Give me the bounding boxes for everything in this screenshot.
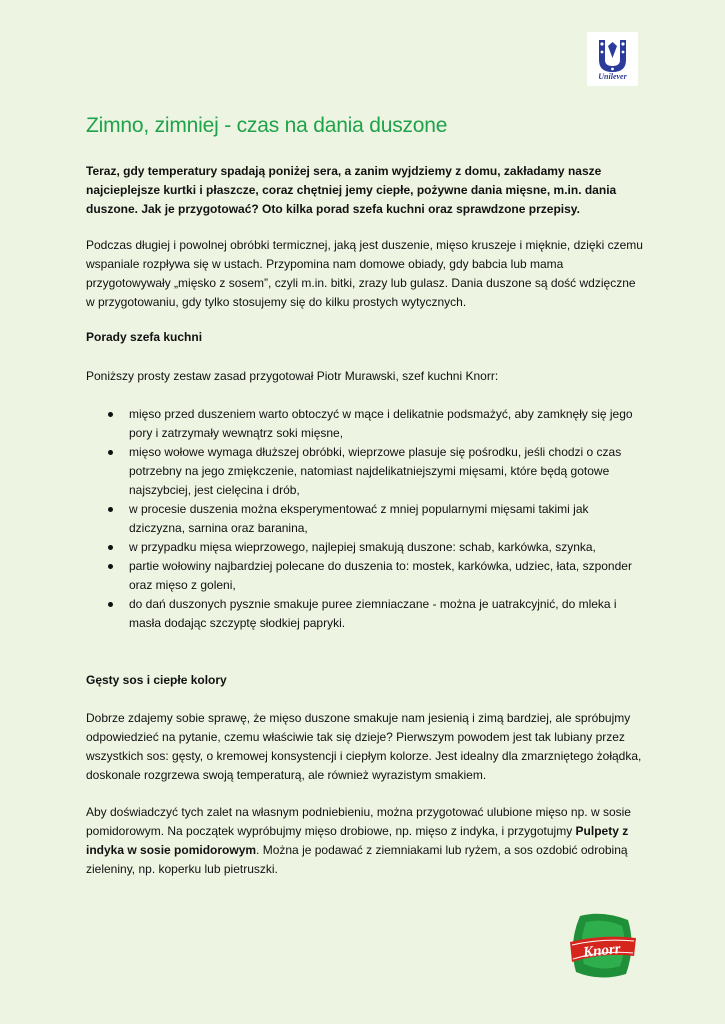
page-title: Zimno, zimniej - czas na dania duszone [86, 114, 448, 137]
list-item-text: w procesie duszenia można eksperymentować z mniej popularnymi mięsami takimi jak dziczyzna, sarnina oraz baranina, [129, 502, 589, 535]
tips-list [86, 405, 646, 633]
bullet-icon [108, 545, 113, 550]
list-item-text: do dań duszonych pysznie smakuje puree ziemniaczane - można je uatrakcyjnić, do mleka i masła dodając szczyptę słodkiej papryki. [129, 597, 617, 630]
knorr-wordmark: Knorr [582, 941, 622, 961]
paragraph-text: Aby doświadczyć tych zalet na własnym podniebieniu, można przygotować ulubione mięso np. w sosie pomidorowym. Na początek wypróbujmy mięso drobiowe, np. mięso z indyka, i przygotujmy [86, 805, 631, 838]
list-item-text: partie wołowiny najbardziej polecane do duszenia to: mostek, karkówka, udziec, łata, szponder oraz mięso z goleni, [129, 559, 632, 592]
bullet-icon [108, 564, 113, 569]
bullet-icon [108, 602, 113, 607]
list-item-text: mięso przed duszeniem warto obtoczyć w mące i delikatnie podsmażyć, aby zamknęły się jego pory i zatrzymały wewnątrz soki mięsne, [129, 407, 633, 440]
list-item [86, 557, 646, 595]
list-item-text: w przypadku mięsa wieprzowego, najlepiej smakują duszone: schab, karkówka, szynka, [129, 540, 596, 554]
bullet-icon [108, 412, 113, 417]
bullet-icon [108, 507, 113, 512]
list-item [86, 443, 646, 500]
recipe-name: Pulpety z indyka w sosie pomidorowym [86, 824, 629, 857]
knorr-logo-icon [566, 912, 638, 982]
list-item [86, 500, 646, 538]
bullet-icon [108, 450, 113, 455]
unilever-wordmark: Unilever [598, 72, 627, 81]
list-item [86, 405, 646, 443]
list-item [86, 538, 646, 557]
list-item-text: mięso wołowe wymaga dłuższej obróbki, wieprzowe plasuje się pośrodku, jeśli chodzi o czas potrzebny na jego zmiękczenie, natomiast najdelikatniejszymi mięsami, które będą gotowe najszybciej, jest cielęcina i drób, [129, 445, 622, 497]
unilever-logo [587, 32, 638, 86]
gesty-paragraph-2 [86, 803, 646, 879]
gesty-paragraph-1: Dobrze zdajemy sobie sprawę, że mięso duszone smakuje nam jesienią i zimą bardziej, ale spróbujmy odpowiedzieć na pytanie, czemu właściwie tak się dzieje? Pierwszym powodem jest tak lubiany przez wszystkich sos: gęsty, o kremowej konsystencji i ciepłym kolorze. Jest idealny dla zmarzniętego żołądka, doskonale rozgrzewa swoją temperaturą, ale również wyrazistym smakiem. [86, 711, 642, 782]
intro-paragraph: Podczas długiej i powolnej obróbki termicznej, jaką jest duszenie, mięso kruszeje i mięknie, dzięki czemu wspaniale rozpływa się w ustach. Przypomina nam domowe obiady, gdy babcia lub mama przygotowywały „mięsko z sosem”, czyli m.in. bitki, zrazy lub gulasz. Dania duszone są dość wdzięczne w przygotowaniu, gdy tylko stosujemy się do kilku prostych wytycznych. [86, 238, 643, 309]
lead-paragraph: Teraz, gdy temperatury spadają poniżej sera, a zanim wyjdziemy z domu, zakładamy nasze najcieplejsze kurtki i płaszcze, coraz chętniej jemy ciepłe, pożywne dania mięsne, m.in. dania duszone. Jak je przygotować? Oto kilka porad szefa kuchni oraz sprawdzone przepisy. [86, 164, 617, 216]
porady-intro: Poniższy prosty zestaw zasad przygotował Piotr Murawski, szef kuchni Knorr: [86, 369, 499, 383]
section-heading-gesty: Gęsty sos i ciepłe kolory [86, 673, 227, 687]
list-item [86, 595, 646, 633]
paragraph-text: . Można je podawać z ziemniakami lub ryżem, a sos ozdobić odrobiną zieleniny, np. koperku lub pietruszki. [86, 843, 628, 876]
knorr-logo [566, 912, 638, 982]
section-heading-porady: Porady szefa kuchni [86, 330, 203, 344]
